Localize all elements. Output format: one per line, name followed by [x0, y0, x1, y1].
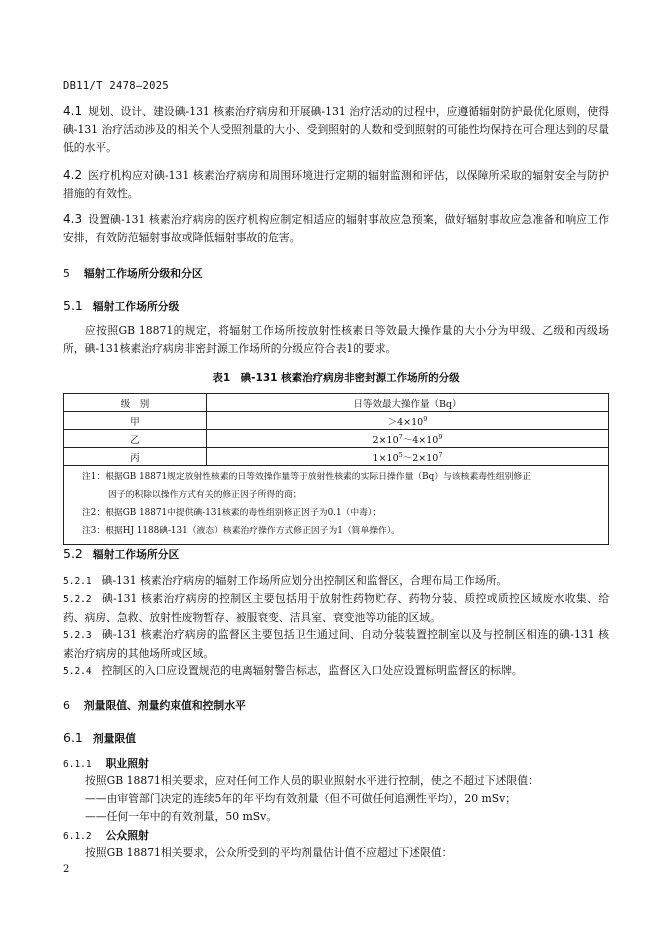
section-number: 6.1.2 — [63, 831, 92, 842]
section-number: 5.2 — [63, 546, 83, 561]
clause-4-3 — [63, 210, 609, 247]
clause-4-1 — [63, 102, 609, 157]
grading-table — [63, 393, 609, 545]
table-cell-grade: 丙 — [64, 448, 207, 466]
table-title: 表1 碘-131 核素治疗病房非密封源工作场所的分级 — [212, 372, 460, 384]
section-5-2-heading — [63, 546, 179, 562]
section-6-1-1-line: 按照GB 18871相关要求，应对任何工作人员的职业照射水平进行控制，使之不超过下述限值： — [85, 774, 539, 787]
section-6-heading — [63, 698, 246, 713]
table-header-grade: 级 别 — [64, 394, 207, 412]
table-cell-grade: 乙 — [64, 430, 207, 448]
clause-number: 5.2.4 — [63, 666, 92, 677]
clause-number: 5.2.2 — [63, 594, 92, 605]
section-number: 6 — [63, 699, 70, 712]
clause-text: 碘-131 核素治疗病房的监督区主要包括卫生通过间、自动分装装置控制室以及与控制区相连的碘-131 核素治疗病房的其他场所或区域。 — [63, 628, 609, 660]
section-6-1-1-line: ——任何一年中的有效剂量，50 mSv。 — [85, 810, 278, 823]
table-cell-value: $1\times 10^5\sim 2\times 10^7$ — [207, 448, 609, 466]
table-note: 因子的积除以操作方式有关的修正因子所得的商； — [108, 490, 302, 500]
section-5-1-text: 应按照GB 18871的规定，将辐射工作场所按放射性核素日等效最大操作量的大小分为甲级、乙级和丙级场所，碘-131核素治疗病房非密封源工作场所的分级应符合表1的要求。 — [63, 324, 609, 355]
section-number: 6.1 — [63, 730, 83, 745]
section-6-1-heading — [63, 730, 136, 746]
section-title: 辐射工作场所分区 — [92, 548, 180, 561]
table-row — [64, 430, 609, 448]
clause-5-2-3 — [63, 626, 609, 663]
section-6-1-1-heading — [63, 756, 149, 771]
clause-number: 4.3 — [63, 212, 83, 226]
section-number: 5.1 — [63, 298, 83, 313]
clause-text: 控制区的入口应设置规范的电离辐射警告标志，监督区入口处应设置标明监督区的标牌。 — [101, 664, 523, 677]
clause-text: 碘-131 核素治疗病房的辐射工作场所应划分出控制区和监督区，合理布局工作场所。 — [101, 574, 508, 587]
table-row — [64, 412, 609, 430]
clause-text: 设置碘-131 核素治疗病房的医疗机构应制定相适应的辐射事故应急预案，做好辐射事故应急准备和响应工作安排，有效防范辐射事故或降低辐射事故的危害。 — [63, 213, 609, 244]
section-5-1-heading — [63, 298, 179, 314]
section-5-heading — [63, 266, 203, 281]
table-note: 注3：根据HJ 1188碘-131（液态）核素治疗操作方式修正因子为1（简单操作）。 — [82, 526, 401, 536]
clause-number: 4.1 — [63, 104, 83, 118]
clause-5-2-1 — [63, 572, 609, 591]
table-header-row — [64, 394, 609, 412]
table-cell-grade: 甲 — [64, 412, 207, 430]
section-6-1-1-line: ——由审管部门决定的连续5年的年平均有效剂量（但不可做任何追溯性平均），20 mSv； — [85, 792, 517, 805]
section-6-1-2-heading — [63, 828, 149, 843]
section-title: 剂量限值 — [92, 732, 137, 745]
clause-5-2-2 — [63, 590, 609, 627]
table-notes — [64, 466, 609, 545]
clause-number: 5.2.1 — [63, 576, 92, 587]
clause-4-2 — [63, 166, 609, 203]
table-header-quantity: 日等效最大操作量（Bq） — [207, 394, 609, 412]
clause-5-2-4 — [63, 662, 609, 681]
table-note: 注2：根据GB 18871中提供碘-131核素的毒性组别修正因子为0.1（中毒）； — [82, 508, 382, 518]
section-title: 辐射工作场所分级和分区 — [83, 267, 203, 280]
table-cell-value: $>4\times 10^9$ — [207, 412, 609, 430]
section-number: 6.1.1 — [63, 759, 92, 770]
clause-number: 4.2 — [63, 168, 83, 182]
table-note: 注1：根据GB 18871规定放射性核素的日等效操作量等于放射性核素的实际日操作量（Bq）与该核素毒性组别修正 — [82, 472, 532, 482]
table-cell-value: $2\times 10^7\sim 4\times 10^9$ — [207, 430, 609, 448]
section-title: 剂量限值、剂量约束值和控制水平 — [83, 699, 246, 712]
section-title: 公众照射 — [105, 829, 149, 842]
section-6-1-2-line: 按照GB 18871相关要求，公众所受到的平均剂量估计值不应超过下述限值： — [85, 846, 453, 859]
section-title: 辐射工作场所分级 — [92, 300, 180, 313]
clause-text: 规划、设计、建设碘-131 核素治疗病房和开展碘-131 治疗活动的过程中，应遵循辐射防护最优化原则，使得碘-131 治疗活动涉及的相关个人受照剂量的大小、受到照射的人数和受到照射的可能性均保持在可合理达到的尽量低的水平。 — [63, 105, 609, 154]
clause-text: 医疗机构应对碘-131 核素治疗病房和周围环境进行定期的辐射监测和评估，以保障所采取的辐射安全与防护措施的有效性。 — [63, 169, 609, 200]
table-notes-row — [64, 466, 609, 545]
standard-id: DB11/T 2478—2025 — [63, 80, 169, 92]
table-row — [64, 448, 609, 466]
page-number: 2 — [63, 864, 70, 875]
section-number: 5 — [63, 267, 70, 280]
clause-number: 5.2.3 — [63, 630, 92, 641]
section-title: 职业照射 — [105, 757, 149, 770]
clause-text: 碘-131 核素治疗病房的控制区主要包括用于放射性药物贮存、药物分装、质控或质控区域废水收集、给药、病房、急救、放射性废物暂存、被服衰变、洁具室、衰变池等功能的区域。 — [63, 592, 609, 624]
